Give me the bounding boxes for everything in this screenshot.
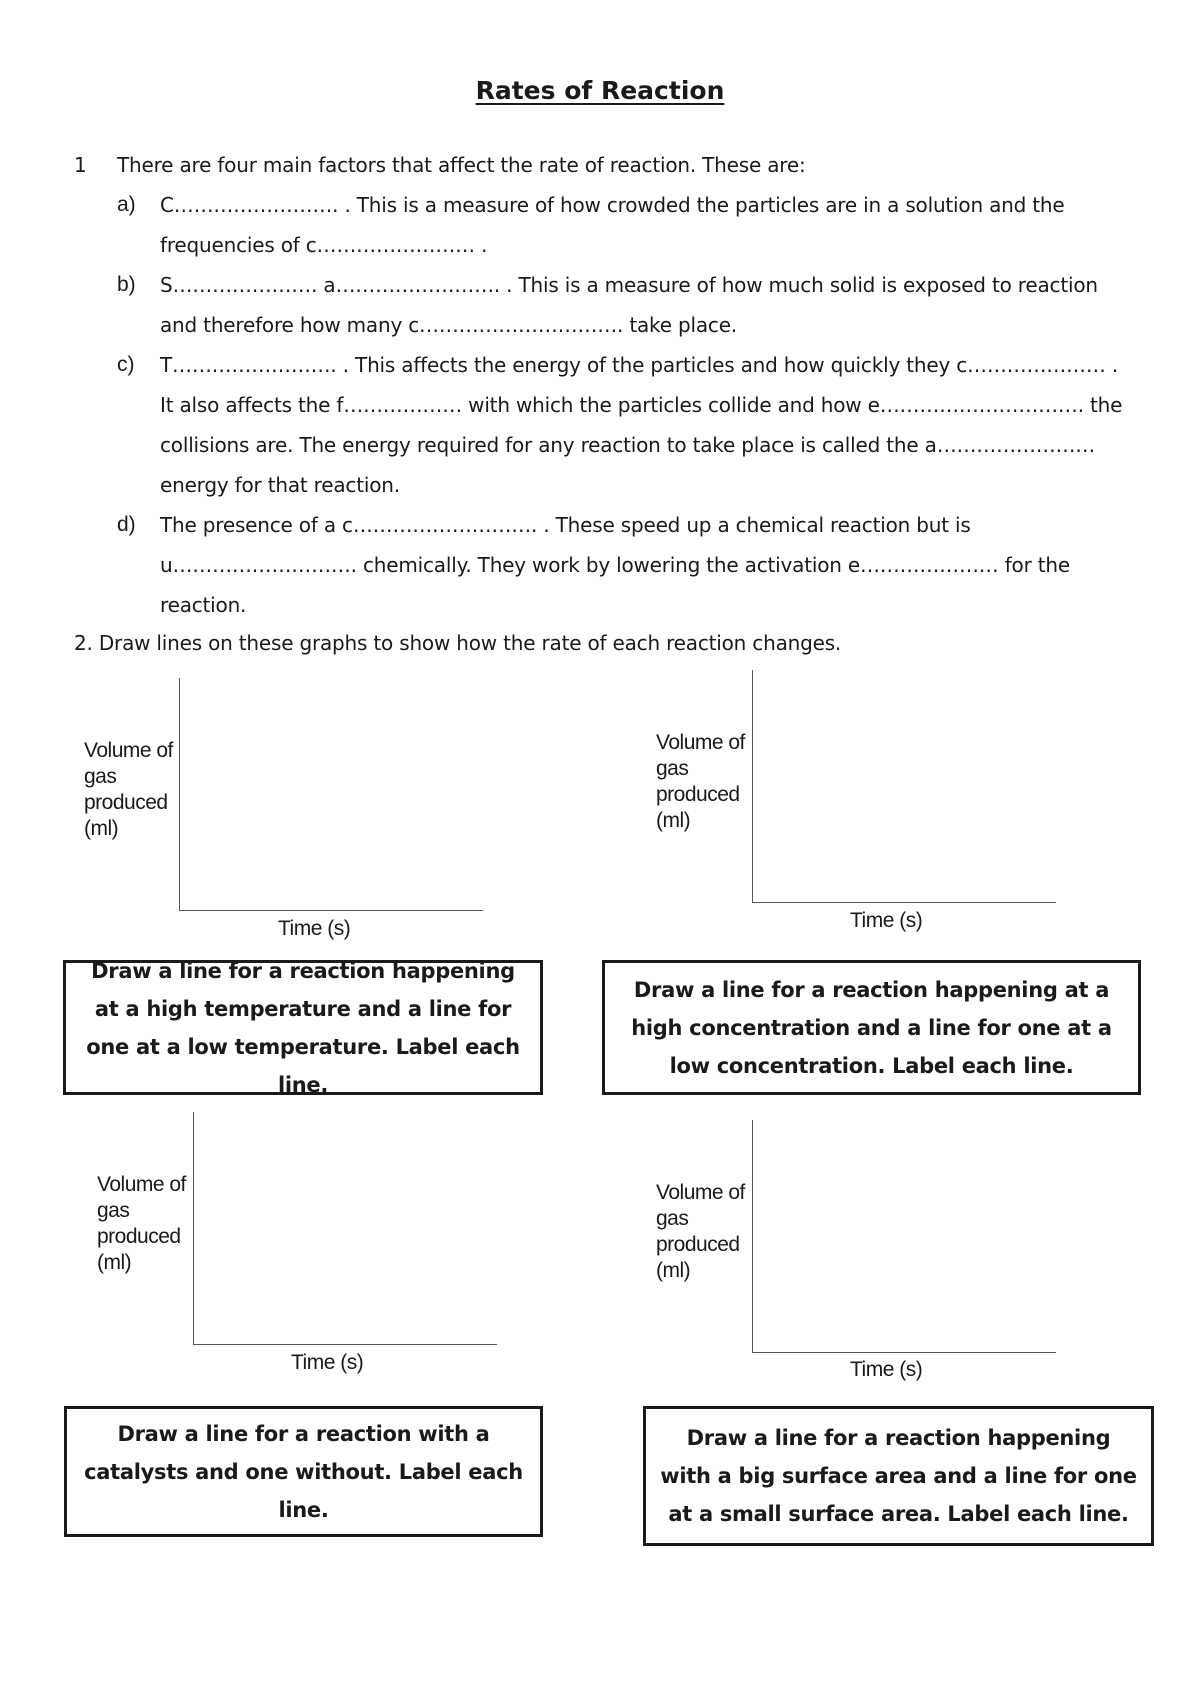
item-d-line-1: The presence of a c………………………. . These speed up a chemical reaction but is [160,513,971,537]
y-axis [179,678,180,910]
y-axis [193,1112,194,1344]
item-d-line-3: reaction. [160,593,247,617]
item-c-letter: c) [117,353,135,376]
item-c-line-1: T……………………. . This affects the energy of the particles and how quickly they c………………… . [160,353,1118,377]
x-axis-label: Time (s) [278,917,351,940]
y-axis-label: Volume of gas produced (ml) [656,1181,745,1282]
item-b-letter: b) [117,273,136,296]
y-axis [752,1120,753,1352]
x-axis [752,1352,1056,1353]
y-axis-label: Volume of gas produced (ml) [84,739,173,840]
y-axis [752,670,753,902]
instruction-box-temperature: Draw a line for a reaction happening at a high temperature and a line for one at a low temperature. Label each line. [63,960,543,1095]
item-a-line-2: frequencies of c…………………… . [160,233,488,257]
item-b-line-2: and therefore how many c…………………………. take place. [160,313,737,337]
x-axis [752,902,1056,903]
x-axis-label: Time (s) [850,1358,923,1381]
y-axis-label: Volume of gas produced (ml) [656,731,745,832]
item-a-letter: a) [117,193,136,216]
item-d-letter: d) [117,513,136,536]
question-1-number: 1 [74,153,87,177]
item-c-line-3: collisions are. The energy required for any reaction to take place is called the a…………………… [160,433,1096,457]
instruction-box-catalyst: Draw a line for a reaction with a catalysts and one without. Label each line. [64,1406,543,1537]
item-b-line-1: S…………………. a……………………. . This is a measure of how much solid is exposed to reaction [160,273,1098,297]
item-d-line-2: u………………………. chemically. They work by lowering the activation e………………… for the [160,553,1071,577]
y-axis-label: Volume of gas produced (ml) [97,1173,186,1274]
question-2-text: 2. Draw lines on these graphs to show how the rate of each reaction changes. [74,631,842,655]
page-title: Rates of Reaction [475,76,725,105]
item-a-line-1: C……………………. . This is a measure of how crowded the particles are in a solution and the [160,193,1065,217]
question-1-intro: There are four main factors that affect the rate of reaction. These are: [117,153,806,177]
instruction-box-concentration: Draw a line for a reaction happening at a high concentration and a line for one at a low concentration. Label each line. [602,960,1141,1095]
x-axis-label: Time (s) [291,1351,364,1374]
x-axis [193,1344,497,1345]
item-c-line-2: It also affects the f……………… with which the particles collide and how e…………………………. the [160,393,1123,417]
x-axis-label: Time (s) [850,909,923,932]
instruction-box-surface-area: Draw a line for a reaction happening with a big surface area and a line for one at a small surface area. Label each line. [643,1406,1154,1546]
x-axis [179,910,483,911]
item-c-line-4: energy for that reaction. [160,473,400,497]
